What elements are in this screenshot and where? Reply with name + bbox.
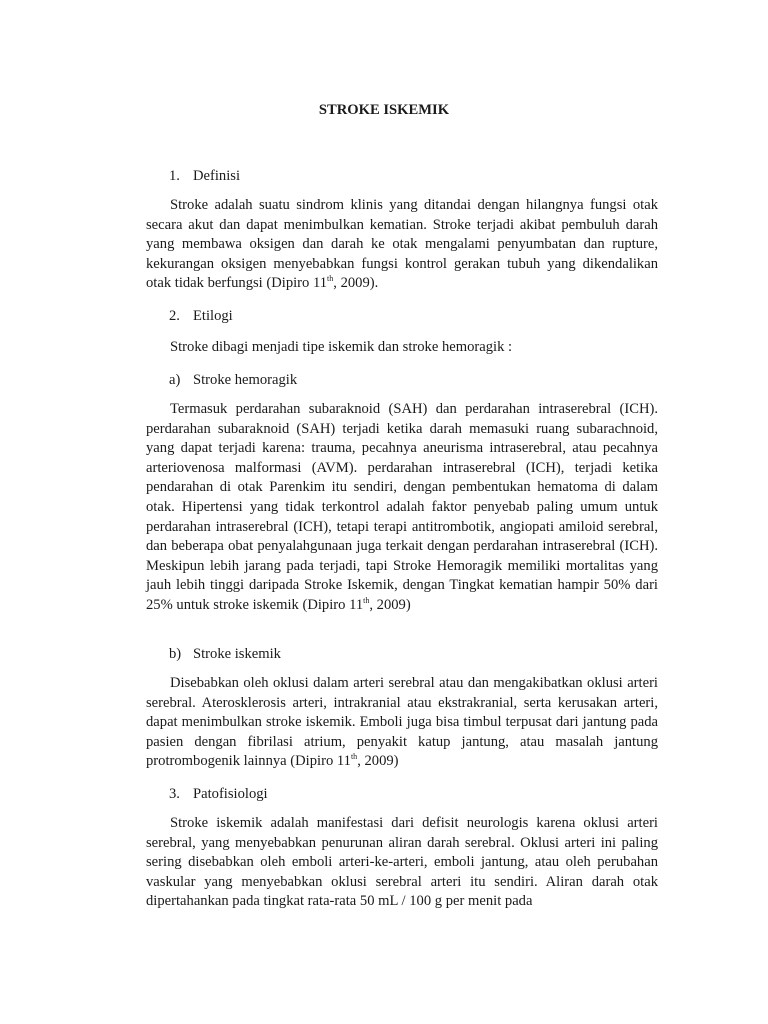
document-title: STROKE ISKEMIK: [318, 102, 450, 118]
paragraph-text: Stroke dibagi menjadi tipe iskemik dan stroke hemoragik :: [170, 339, 513, 355]
paragraph-stroke-iskemik: [146, 674, 658, 772]
superscript: th: [363, 596, 370, 606]
superscript: th: [327, 274, 334, 284]
subsection-number: b): [169, 646, 182, 662]
subsection-heading-text: Stroke hemoragik: [193, 372, 298, 388]
subsection-number: a): [169, 372, 181, 388]
paragraph-etilogi-intro: [146, 338, 658, 358]
paragraph-stroke-hemoragik: [146, 400, 658, 616]
superscript: th: [350, 752, 358, 762]
paragraph-text-tail: , 2009): [369, 596, 411, 613]
section-number: 3.: [169, 786, 180, 802]
section-heading-text: Definisi: [193, 168, 241, 184]
subsection-heading-stroke-hemoragik: [169, 370, 297, 390]
subsection-heading-text: Stroke iskemik: [193, 646, 281, 662]
subsection-heading-stroke-iskemik: [169, 644, 281, 664]
paragraph-text: Termasuk perdarahan subaraknoid (SAH) dan perdarahan intraserebral (ICH). perdarahan subaraknoid (SAH) terjadi ketika darah memasuki ruang subarachnoid, yang dapat terjadi karena: trauma, pecahnya aneurisma intraserebral, atau pecahnya arteriovenosa malformasi (AVM). perdarahan intraserebral (ICH), terjadi ketika pendarahan di otak Parenkim itu sendiri, dengan pembentukan hematoma di dalam otak. Hipertensi yang tidak terkontrol adalah faktor penyebab paling umum untuk perdarahan intraserebral (ICH), tetapi terapi antitrombotik, angiopati amiloid serebral, dan beberapa obat penyalahgunaan juga terkait dengan perdarahan intraserebral (ICH). Meskipun lebih jarang pada terjadi, tapi Stroke Hemoragik memiliki mortalitas yang jauh lebih tinggi daripada Stroke Iskemik, dengan Tingkat kematian hampir 50% dari 25% untuk stroke iskemik (Dipiro 11: [146, 401, 658, 613]
paragraph-definisi: [146, 196, 658, 294]
section-heading-etilogi: [169, 306, 233, 326]
section-number: 1.: [169, 168, 180, 184]
paragraph-text-tail: , 2009): [357, 753, 399, 770]
section-number: 2.: [169, 308, 180, 324]
paragraph-text-tail: , 2009).: [333, 275, 379, 292]
section-heading-definisi: [169, 166, 240, 186]
paragraph-text: Stroke iskemik adalah manifestasi dari defisit neurologis karena oklusi arteri serebral, yang menyebabkan penurunan aliran darah serebral. Oklusi arteri ini paling sering disebabkan oleh emboli arteri-ke-arteri, emboli jantung, atau oleh perubahan vaskular yang menyebabkan oklusi serebral arteri itu sendiri. Aliran darah otak dipertahankan pada tingkat rata-rata 50 mL / 100 g per menit pada: [146, 815, 658, 910]
section-heading-text: Etilogi: [193, 308, 233, 324]
paragraph-text: Disebabkan oleh oklusi dalam arteri serebral atau dan mengakibatkan oklusi arteri serebral. Aterosklerosis arteri, intrakranial atau ekstrakranial, serta kerusakan arteri, dapat menimbulkan stroke iskemik. Emboli juga bisa timbul terpusat dari jantung pada pasien dengan fibrilasi atrium, penyakit katup jantung, atau masalah jantung protrombogenik lainnya (Dipiro 11: [146, 675, 658, 770]
paragraph-patofisiologi: [146, 814, 658, 912]
paragraph-text: Stroke adalah suatu sindrom klinis yang ditandai dengan hilangnya fungsi otak secara akut dan dapat menimbulkan kematian. Stroke terjadi akibat pembuluh darah yang membawa oksigen dan darah ke otak mengalami penyumbatan dan rupture, kekurangan oksigen menyebabkan fungsi kontrol gerakan tubuh yang dikendalikan otak tidak berfungsi (Dipiro 11: [146, 197, 658, 292]
section-heading-text: Patofisiologi: [193, 786, 268, 802]
section-heading-patofisiologi: [169, 784, 268, 804]
